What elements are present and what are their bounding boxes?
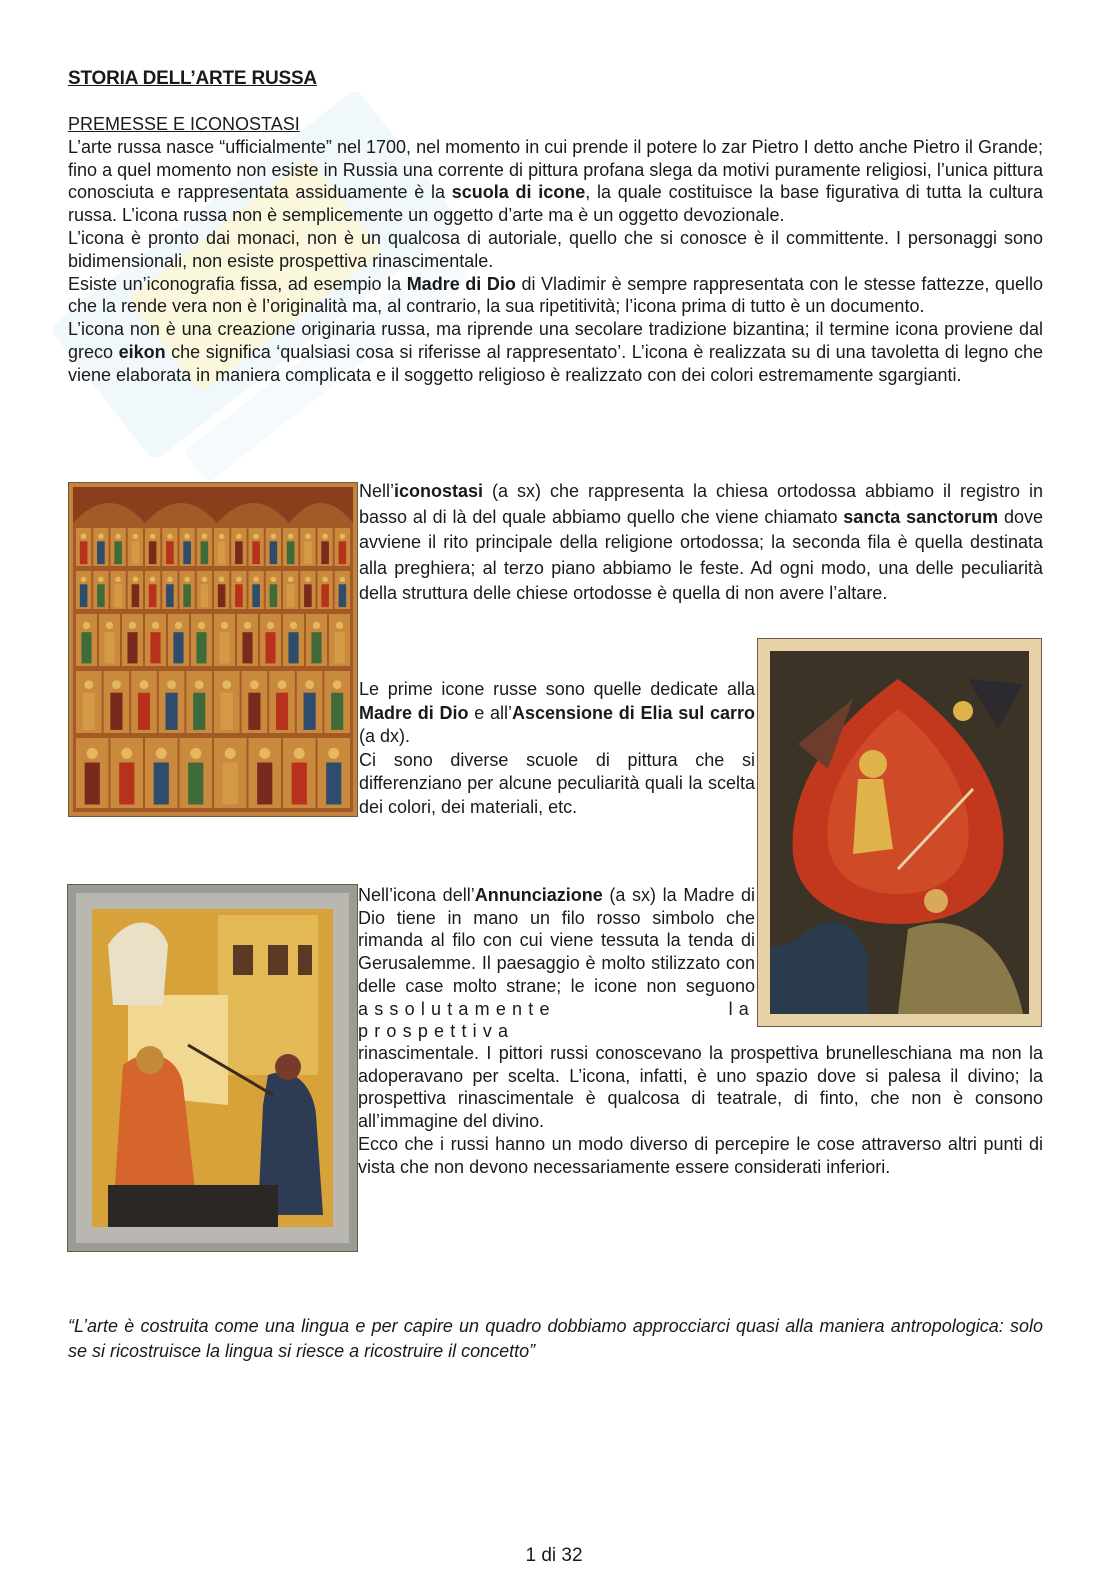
intro-paragraph-2: L’icona è pronto dai monaci, non è un qualcosa di autoriale, quello che si conosce è il committente. I personaggi sono bidimensionali, non esiste prospettiva rinascimentale.	[68, 227, 1043, 271]
closing-quote: “L’arte è costruita come una lingua e per capire un quadro dobbiamo approcciarci quasi alla maniera antropologica: solo se si ricostruisce la lingua si riesce a ricostruire il concetto”	[68, 1316, 1043, 1361]
annunciation-paragraph-continued: rinascimentale. I pittori russi conoscevano la prospettiva brunelleschiana ma non la adoperavano per scelta. L’icona, infatti, è uno spazio dove si palesa il divino; la prospettiva rinascimentale è qualcosa di teatrale, di finto, che non è consono all’immagine del divino. Ecco che i russi hanno un modo diverso di percepire le cose attraverso altri punti di vista che non devono necessariamente essere considerati inferiori.	[358, 1043, 1043, 1177]
intro-paragraph-4: L’icona non è una creazione originaria russa, ma riprende una secolare tradizione bizantina; il termine icona proviene dal greco eikon che significa ‘qualsiasi cosa si riferisse al rappresentato’. L’icona è realizzata su di una tavoletta di legno che viene elaborata in maniera complicata e il soggetto religioso è realizzato con dei colori estremamente sgargianti.	[68, 319, 1043, 385]
annunciation-image	[67, 884, 358, 1252]
spaced-text: assolutamente la prospettiva	[358, 998, 755, 1042]
section-title: PREMESSE E ICONOSTASI	[68, 114, 300, 134]
ascension-of-elijah-image	[757, 638, 1042, 1027]
iconostasis-paragraph: Nell’iconostasi (a sx) che rappresenta la chiesa ortodossa abbiamo il registro in basso al di là del quale abbiamo quello che viene chiamato sancta sanctorum dove avviene il rito principale della religione ortodossa; la seconda fila è quella destinata alla preghiera; al terzo piano abbiamo le feste. Ad ogni modo, una delle peculiarità della struttura delle chiese ortodosse è quella di non avere l’altare.	[359, 481, 1043, 603]
annunciation-paragraph: Nell’icona dell’Annunciazione (a sx) la Madre di Dio tiene in mano un filo rosso simbolo che rimanda al filo con cui viene tessuta la tenda di Gerusalemme. Il paesaggio è molto stilizzato con delle case molto strane; le icone non seguono assolutamente la prospettiva	[358, 885, 756, 1042]
intro-paragraph-3: Esiste un’iconografia fissa, ad esempio la Madre di Dio di Vladimir è sempre rappresentata con le stesse fattezze, quello che la rende vera non è l’originalità ma, al contrario, la sua ripetitività; l’icona prima di tutto è un documento.	[68, 273, 1043, 317]
first-icons-paragraph: Le prime icone russe sono quelle dedicate alla Madre di Dio e all’Ascensione di Elia sul carro (a dx). Ci sono diverse scuole di pittura che si differenziano per alcune peculiarità quali la scelta dei colori, dei materiali, etc.	[359, 679, 756, 817]
iconostasis-image	[68, 482, 358, 817]
page-number: 1 di 32	[525, 1545, 583, 1566]
intro-paragraph-1: L’arte russa nasce “ufficialmente” nel 1700, nel momento in cui prende il potere lo zar Pietro I detto anche Pietro il Grande; fino a quel momento non esiste in Russia una corrente di pittura profana slega da motivi puramente religiosi, l’unica pittura conosciuta e rappresentata assiduamente è la scuola di icone, la quale costituisce la base figurativa di tutta la cultura russa. L’icona russa non è semplicemente un oggetto d’arte ma è un oggetto devozionale.	[68, 136, 1043, 226]
intro-section	[68, 113, 1043, 387]
document-title: STORIA DELL’ARTE RUSSA	[68, 68, 317, 89]
